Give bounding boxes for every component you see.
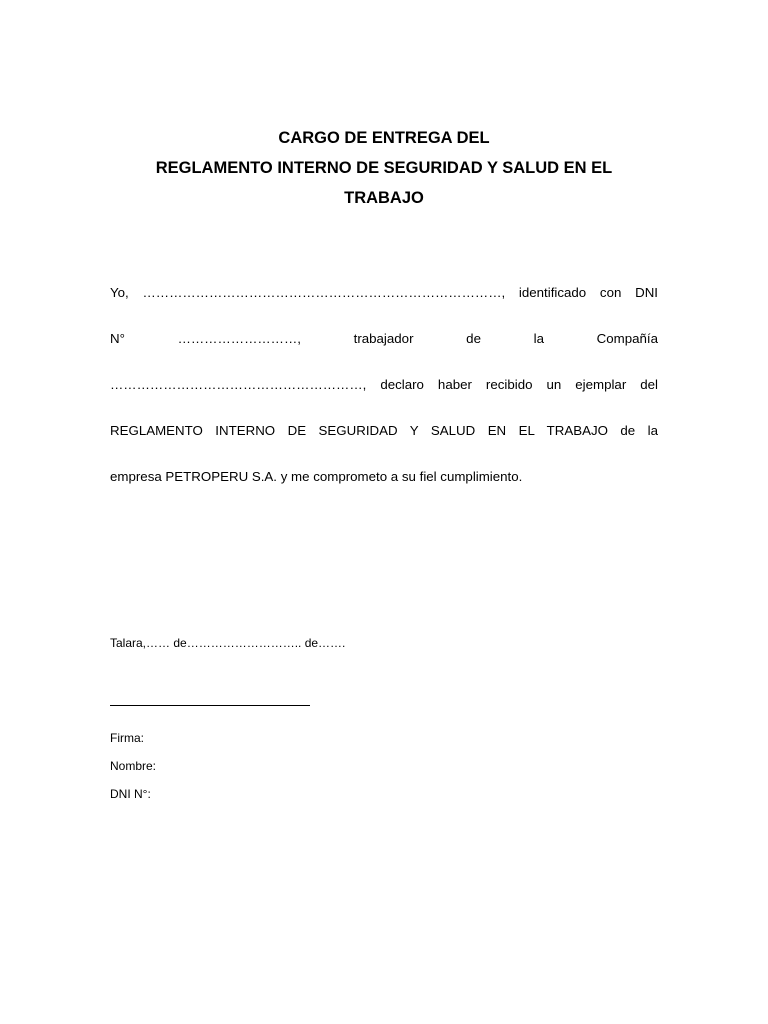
firma-label: Firma:	[110, 731, 144, 745]
nombre-label: Nombre:	[110, 759, 157, 773]
place-date-line: Talara,…… de……………………….. de…….	[110, 636, 346, 650]
paragraph-line-4: REGLAMENTO INTERNO DE SEGURIDAD Y SALUD EN EL TRABAJO de la	[110, 423, 658, 438]
title-line-1: CARGO DE ENTREGA DEL	[278, 129, 490, 147]
paragraph-line-5: empresa PETROPERU S.A. y me comprometo a su fiel cumplimiento.	[110, 469, 523, 484]
dni-label: DNI N°:	[110, 787, 151, 801]
document-title	[100, 123, 668, 213]
signature-line	[110, 705, 310, 706]
paragraph-line-3: …………………………………………………, declaro haber recibido un ejemplar del	[110, 377, 658, 392]
declaration-paragraph	[110, 280, 658, 510]
paragraph-line-1: Yo, ………………………………………………………………………, identificado con DNI	[110, 285, 658, 300]
paragraph-line-2: N° ………………………, trabajador de la Compañía	[110, 331, 658, 346]
title-line-3: TRABAJO	[344, 189, 424, 207]
title-line-2: REGLAMENTO INTERNO DE SEGURIDAD Y SALUD EN EL	[155, 159, 613, 177]
